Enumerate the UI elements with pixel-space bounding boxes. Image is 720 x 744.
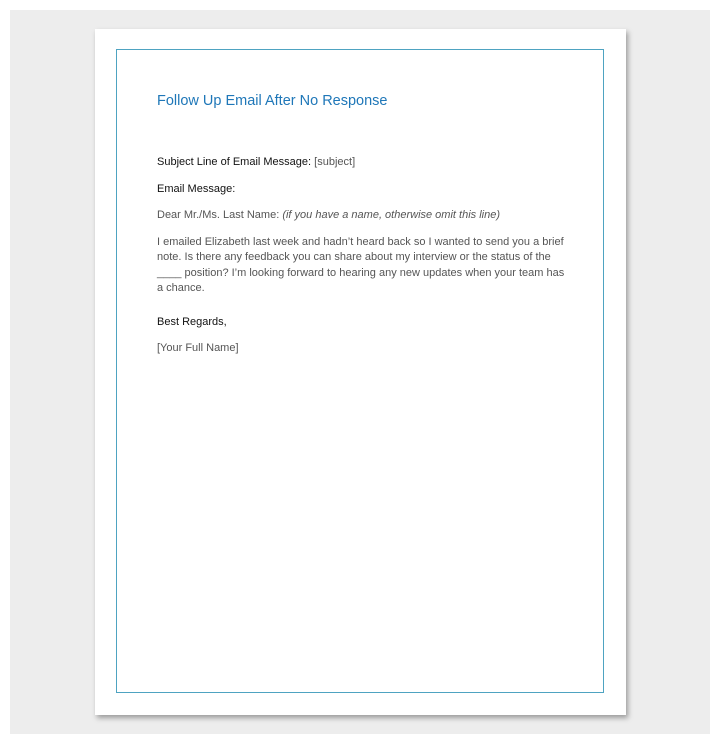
document-content	[157, 91, 567, 357]
salutation-text: Dear Mr./Ms. Last Name:	[157, 209, 280, 221]
subject-label: Subject Line of Email Message:	[157, 156, 312, 168]
email-body: I emailed Elizabeth last week and hadn’t heard back so I wanted to send you a brief note. Is there any feedback you can share about my interview or the status of the ____ position? I’m looking forward to hearing any new updates when your team has a chance.	[157, 235, 565, 294]
signature-line: [Your Full Name]	[157, 342, 239, 354]
document-page	[95, 29, 626, 715]
subject-value: [subject]	[314, 156, 356, 168]
closing-line: Best Regards,	[157, 315, 227, 328]
salutation-line	[157, 208, 567, 224]
document-title: Follow Up Email After No Response	[157, 93, 388, 109]
subject-line	[157, 155, 567, 171]
salutation-note: (if you have a name, otherwise omit this line)	[282, 209, 500, 221]
email-message-label: Email Message:	[157, 182, 236, 195]
